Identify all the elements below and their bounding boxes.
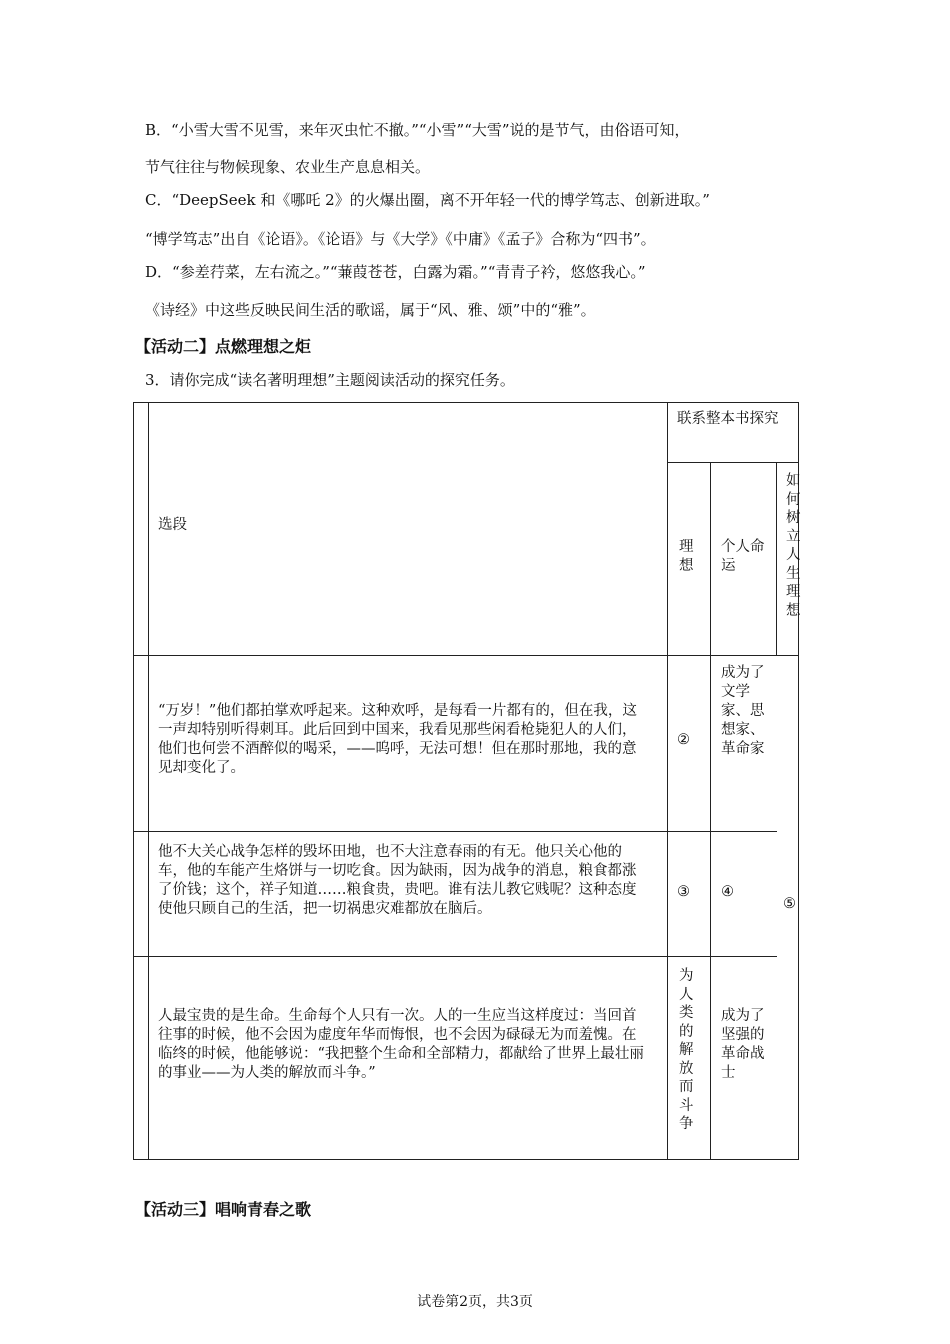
question-3: 3．请你完成“读名著明理想”主题阅读活动的探究任务。 bbox=[145, 371, 515, 389]
option-d-line1: D．“参差荇菜，左右流之。”“蒹葭苍苍，白露为霜。”“青青子衿，悠悠我心。” bbox=[145, 263, 646, 281]
header-explore: 联系整本书探究 bbox=[677, 411, 779, 427]
option-b-line2: 节气往往与物候现象、农业生产息息相关。 bbox=[145, 158, 431, 176]
header-ideal: 理想 bbox=[679, 539, 694, 574]
page-footer: 试卷第2页，共3页 bbox=[417, 1294, 533, 1310]
row1-passage: “万岁！”他们都拍掌欢呼起来。这种欢呼，是每看一片都有的，但在我，这一声却特别听得刺耳。此后回到中国来，我看见那些闲看枪毙犯人的人们，他们也何尝不酒醉似的喝采，——呜呼，无法可想！但在那时那地，我的意见却变化了。 bbox=[158, 703, 637, 776]
row2-passage: 他不大关心战争怎样的毁坏田地，也不大注意春雨的有无。他只关心他的车，他的车能产生烙饼与一切吃食。因为缺雨，因为战争的消息，粮食都涨了价钱；这个，祥子知道……粮食贵，贵吧。谁有法儿教它贱呢？这种态度使他只顾自己的生活，把一切祸患灾难都放在脑后。 bbox=[158, 844, 637, 917]
row2-fate: ④ bbox=[721, 884, 734, 900]
option-c-line2: “博学笃志”出自《论语》。《论语》与《大学》《中庸》《孟子》合称为“四书”。 bbox=[145, 230, 656, 248]
header-select: 选段 bbox=[158, 517, 187, 533]
header-fate: 个人命运 bbox=[721, 539, 765, 574]
how-answer: ⑤ bbox=[783, 896, 796, 912]
option-c-line1: C．“DeepSeek 和《哪吒 2》的火爆出圈，离不开年轻一代的博学笃志、创新进取。” bbox=[145, 191, 710, 209]
row2-ideal: ③ bbox=[677, 884, 690, 900]
row1-ideal: ② bbox=[677, 732, 690, 748]
activity2-heading: 【活动二】点燃理想之炬 bbox=[135, 337, 312, 356]
header-how: 如何树立人生理想 bbox=[786, 473, 801, 619]
row3-fate: 成为了坚强的革命战士 bbox=[721, 1008, 765, 1081]
row1-fate: 成为了文学家、思想家、革命家 bbox=[721, 665, 765, 757]
activity3-heading: 【活动三】唱响青春之歌 bbox=[135, 1200, 312, 1219]
row3-passage: 人最宝贵的是生命。生命每个人只有一次。人的一生应当这样度过：当回首往事的时候，他不会因为虚度年华而悔恨，也不会因为碌碌无为而羞愧。在临终的时候，他能够说：“我把整个生命和全部精力，都献给了世界上最壮丽的事业——为人类的解放而斗争。” bbox=[158, 1008, 644, 1081]
option-d-line2: 《诗经》中这些反映民间生活的歌谣，属于“风、雅、颂”中的“雅”。 bbox=[145, 301, 596, 319]
option-b-line1: B．“小雪大雪不见雪，来年灭虫忙不撤。”“小雪”“大雪”说的是节气，由俗语可知， bbox=[145, 121, 690, 139]
row3-ideal: 为人类的解放而斗争 bbox=[679, 968, 694, 1132]
